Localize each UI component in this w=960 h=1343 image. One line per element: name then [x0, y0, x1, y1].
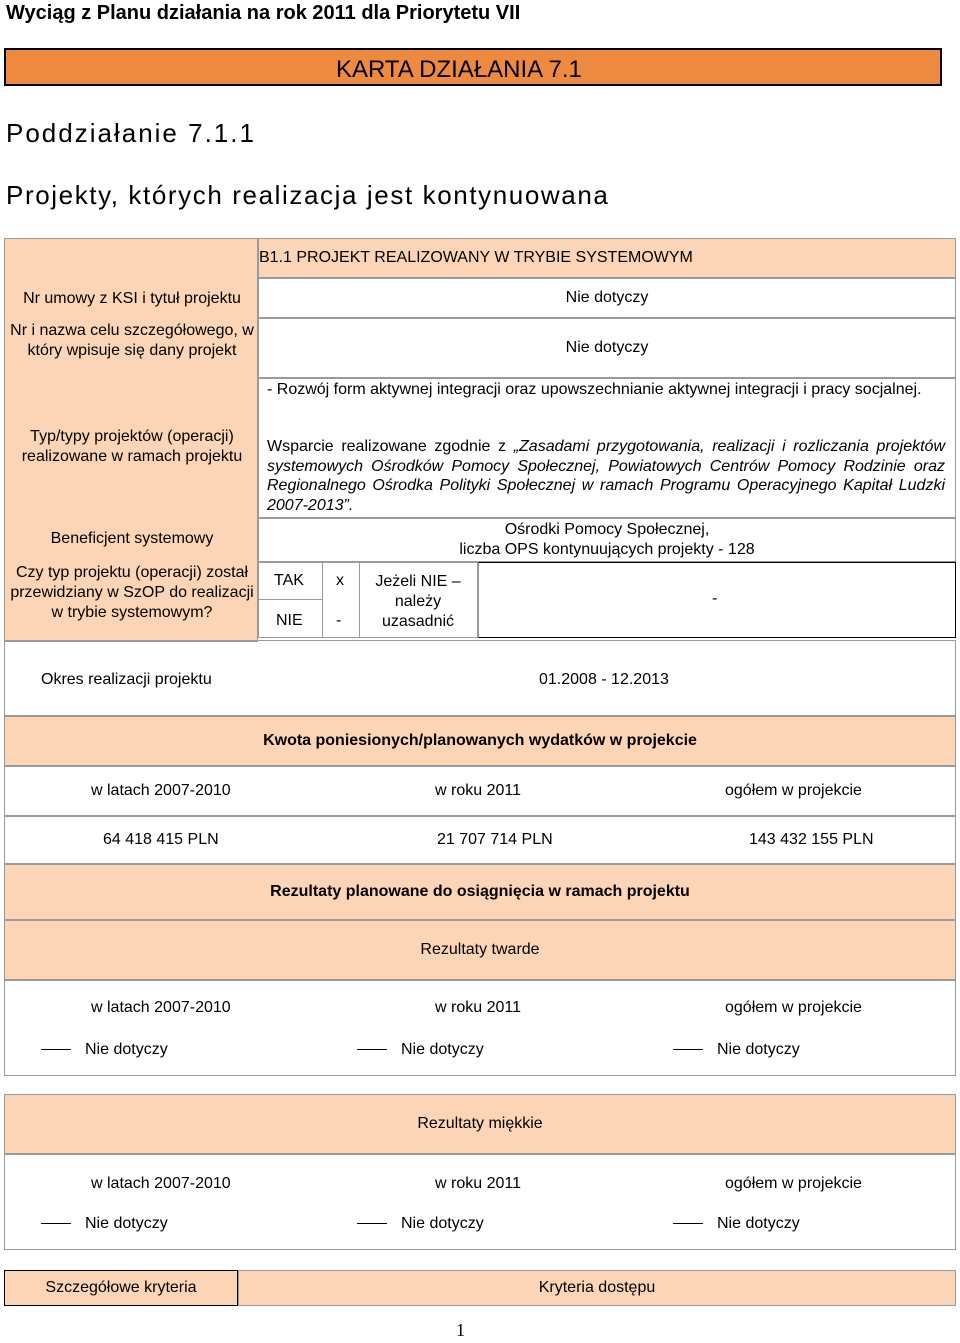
czy-typ-label: Czy typ projektu (operacji) został przewidziany w SzOP do realizacji w trybie systemowym?	[10, 564, 254, 621]
okres-value: 01.2008 - 12.2013	[539, 671, 669, 688]
nie-label: NIE	[276, 612, 303, 629]
tak-label: TAK	[274, 572, 304, 589]
label-column	[4, 238, 258, 642]
typ-value-cell	[258, 378, 956, 518]
uzasadnienie-value: -	[712, 590, 718, 607]
rezultaty-miekkie-title: Rezultaty miękkie	[417, 1115, 543, 1132]
rezultaty-miekkie-row	[4, 1094, 956, 1154]
typ-value-2-italic: „Zasadami przygotowania, realizacji i rozliczania projektów systemowych Ośrodków Pomocy Społecznej, Powiatowych Centrów Pomocy Rodzinie oraz Regionalnego Ośrodka Polityki Społecznej w ramach Programu Operacyjnego Kapitał Ludzki 2007-2013”.	[267, 438, 945, 514]
poddzialanie-heading: Poddziałanie 7.1.1	[6, 118, 256, 148]
beneficjent-label: Beneficjent systemowy	[50, 530, 214, 547]
miekkie-header-total: ogółem w projekcie	[725, 1175, 862, 1192]
beneficjent-value-cell	[258, 518, 956, 562]
beneficjent-value-2: liczba OPS kontynuujących projekty - 128	[459, 541, 755, 558]
rezultaty-miekkie-table	[4, 1154, 956, 1250]
kryteria-szczegolowe-label: Szczegółowe kryteria	[45, 1279, 197, 1296]
kwota-header-2011: w roku 2011	[435, 782, 521, 799]
karta-dzialania-label: KARTA DZIAŁANIA 7.1	[336, 56, 582, 83]
nie-mark: -	[336, 612, 342, 629]
kwota-header-total: ogółem w projekcie	[725, 782, 862, 799]
kryteria-szczegolowe-cell	[4, 1270, 238, 1306]
miekkie-header-2011: w roku 2011	[435, 1175, 521, 1192]
kwota-title: Kwota poniesionych/planowanych wydatków w projekcie	[263, 732, 697, 749]
miekkie-value-2007-2010-text: Nie dotyczy	[85, 1215, 168, 1232]
okres-row	[4, 640, 956, 716]
cel-label: Nr i nazwa celu szczegółowego, w który wpisuje się dany projekt	[10, 322, 254, 359]
twarde-value-2011	[357, 1041, 484, 1059]
kwota-values-row	[4, 816, 956, 864]
kryteria-dostepu-cell	[238, 1270, 956, 1306]
kwota-title-row	[4, 716, 956, 766]
twarde-header-2011: w roku 2011	[435, 999, 521, 1016]
twarde-value-total-text: Nie dotyczy	[717, 1041, 800, 1058]
twarde-value-total	[673, 1041, 800, 1059]
rezultaty-title-row	[4, 864, 956, 920]
projects-heading: Projekty, których realizacja jest kontynuowana	[6, 180, 610, 210]
umowa-value-cell	[258, 278, 956, 318]
miekkie-value-2011	[357, 1215, 484, 1233]
umowa-value: Nie dotyczy	[565, 289, 649, 306]
czy-typ-value-cell	[258, 562, 956, 640]
jezeli-nie-label: Jeżeli NIE – należy uzasadnić	[375, 573, 461, 630]
document-title: Wyciąg z Planu działania na rok 2011 dla Priorytetu VII	[6, 2, 521, 24]
cel-value: Nie dotyczy	[565, 339, 649, 356]
rezultaty-twarde-row	[4, 920, 956, 980]
miekkie-value-2007-2010	[41, 1215, 168, 1233]
miekkie-value-total-text: Nie dotyczy	[717, 1215, 800, 1232]
kwota-value-total: 143 432 155 PLN	[749, 831, 874, 848]
section-b1-title: B1.1 PROJEKT REALIZOWANY W TRYBIE SYSTEMOWYM	[259, 249, 693, 266]
miekkie-value-total	[673, 1215, 800, 1233]
okres-label: Okres realizacji projektu	[41, 671, 212, 688]
miekkie-header-2007-2010: w latach 2007-2010	[91, 1175, 231, 1192]
miekkie-value-2011-text: Nie dotyczy	[401, 1215, 484, 1232]
umowa-label: Nr umowy z KSI i tytuł projektu	[23, 290, 241, 307]
cel-value-cell	[258, 318, 956, 378]
kryteria-dostepu-label: Kryteria dostępu	[538, 1279, 656, 1296]
twarde-value-2007-2010-text: Nie dotyczy	[85, 1041, 168, 1058]
tak-mark: x	[336, 572, 344, 589]
kwota-value-2011: 21 707 714 PLN	[437, 831, 553, 848]
rezultaty-twarde-table	[4, 980, 956, 1076]
kwota-header-2007-2010: w latach 2007-2010	[91, 782, 231, 799]
kwota-header-row	[4, 766, 956, 816]
section-b1-header	[258, 238, 956, 278]
twarde-value-2011-text: Nie dotyczy	[401, 1041, 484, 1058]
typ-value-1: - Rozwój form aktywnej integracji oraz upowszechnianie aktywnej integracji i pracy socjalnej.	[267, 381, 922, 398]
rezultaty-twarde-title: Rezultaty twarde	[420, 941, 540, 958]
page-number: 1	[456, 1320, 465, 1340]
twarde-header-2007-2010: w latach 2007-2010	[91, 999, 231, 1016]
twarde-header-total: ogółem w projekcie	[725, 999, 862, 1016]
twarde-value-2007-2010	[41, 1041, 168, 1059]
beneficjent-value-1: Ośrodki Pomocy Społecznej,	[504, 521, 710, 538]
rezultaty-title: Rezultaty planowane do osiągnięcia w ramach projektu	[270, 883, 690, 900]
typ-value-2	[267, 437, 945, 515]
typ-label: Typ/typy projektów (operacji) realizowane w ramach projektu	[21, 428, 243, 465]
karta-dzialania-banner	[4, 48, 942, 86]
kwota-value-2007-2010: 64 418 415 PLN	[103, 831, 219, 848]
typ-value-2-pre: Wsparcie realizowane zgodnie z	[267, 438, 514, 455]
